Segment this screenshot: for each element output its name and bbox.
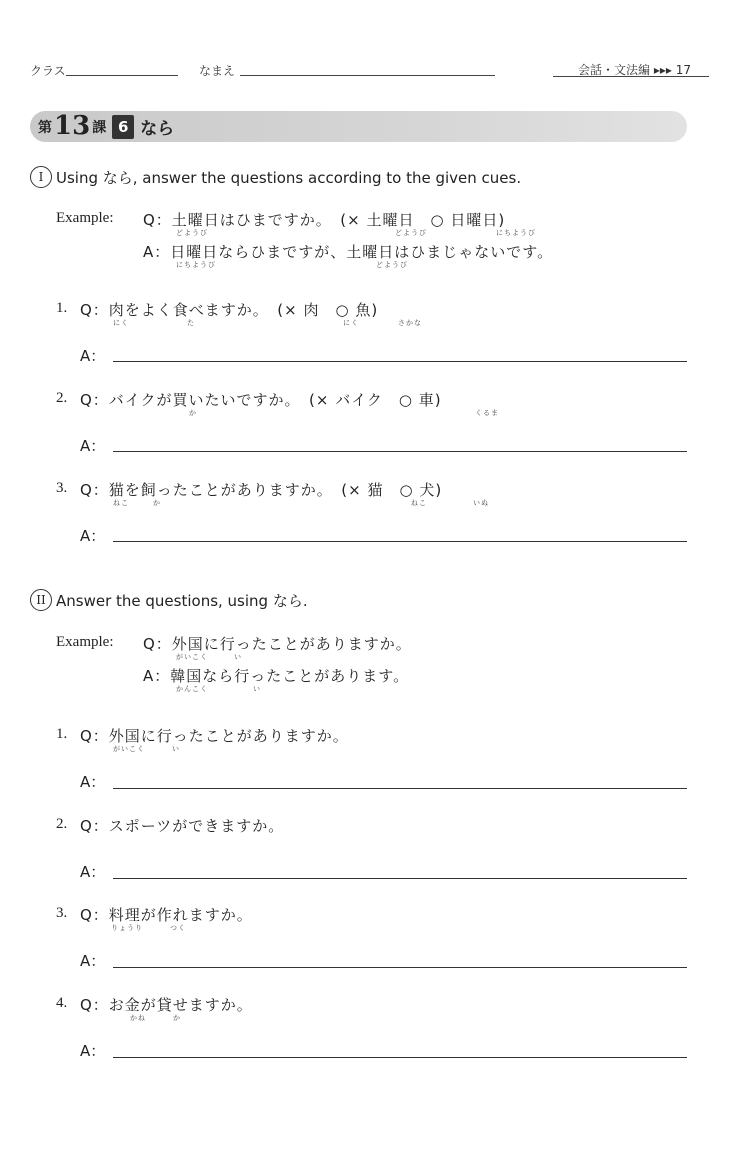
answer-line[interactable] — [113, 878, 687, 879]
ruby: くるま — [475, 409, 499, 417]
answer-line[interactable] — [113, 451, 687, 452]
part1-instruction: Using なら, answer the questions according to the given cues. — [56, 169, 522, 187]
class-label: クラス — [30, 64, 66, 78]
answer-label: A： — [80, 773, 106, 791]
answer-label: A： — [80, 437, 106, 455]
part2-example-label: Example: — [56, 634, 114, 650]
question-text: Q：外国に行ったことがありますか。 — [80, 727, 349, 745]
name-field[interactable] — [240, 75, 495, 76]
ruby: にちようび — [496, 229, 536, 237]
part2-instruction: Answer the questions, using なら. — [56, 592, 308, 610]
ruby: どようび — [395, 229, 427, 237]
answer-line[interactable] — [113, 361, 687, 362]
answer-label: A： — [80, 952, 106, 970]
question-number: 4. — [56, 995, 68, 1011]
answer-label: A： — [80, 527, 106, 545]
ruby: ねこ — [113, 499, 129, 507]
answer-label: A： — [80, 347, 106, 365]
answer-line[interactable] — [113, 967, 687, 968]
ruby: がいこく — [176, 653, 208, 661]
lesson-title — [38, 113, 174, 140]
ruby: かんこく — [176, 685, 208, 693]
question-text: Q：料理が作れますか。 — [80, 906, 253, 924]
question-number: 1. — [56, 300, 68, 316]
lesson-suffix: 課 — [92, 119, 107, 136]
section-number: 6 — [112, 115, 134, 139]
part1-example-label: Example: — [56, 210, 114, 226]
lesson-prefix: 第 — [38, 119, 52, 136]
ruby: つく — [170, 924, 186, 932]
lesson-number: 13 — [54, 111, 91, 141]
answer-line[interactable] — [113, 541, 687, 542]
question-number: 3. — [56, 480, 68, 496]
question-text: Q：スポーツができますか。 — [80, 817, 285, 835]
part1-numeral: I — [30, 166, 52, 188]
question-text: Q：肉をよく食べますか。 (× 肉 ○ 魚) — [80, 301, 379, 319]
question-text: Q：バイクが買いたいですか。 (× バイク ○ 車) — [80, 391, 442, 409]
ruby: かね — [130, 1014, 146, 1022]
part1-example-question: Q：土曜日はひまですか。 (× 土曜日 ○ 日曜日) — [143, 211, 506, 229]
part2-numeral: II — [30, 589, 52, 611]
ruby: た — [187, 319, 195, 327]
ruby: がいこく — [113, 745, 145, 753]
question-text: Q：お金が貸せますか。 — [80, 996, 253, 1014]
ruby: い — [234, 653, 242, 661]
ruby: ねこ — [411, 499, 427, 507]
header-rule — [553, 76, 709, 77]
ruby: いぬ — [473, 499, 489, 507]
ruby: どようび — [376, 261, 408, 269]
question-number: 2. — [56, 390, 68, 406]
ruby: にちようび — [176, 261, 216, 269]
ruby: か — [173, 1014, 181, 1022]
name-label: なまえ — [199, 64, 236, 78]
ruby: にく — [113, 319, 129, 327]
section-topic: なら — [140, 119, 175, 139]
ruby: か — [189, 409, 197, 417]
ruby: か — [153, 499, 161, 507]
question-number: 3. — [56, 905, 68, 921]
question-number: 2. — [56, 816, 68, 832]
ruby: にく — [343, 319, 359, 327]
answer-label: A： — [80, 1042, 106, 1060]
ruby: い — [253, 685, 261, 693]
answer-line[interactable] — [113, 1057, 687, 1058]
class-field[interactable] — [66, 75, 178, 76]
book-reference: 会話・文法編 ▸▸▸ 17 — [578, 63, 691, 77]
part2-example-question: Q：外国に行ったことがありますか。 — [143, 635, 412, 653]
ruby: さかな — [398, 319, 422, 327]
answer-label: A： — [80, 863, 106, 881]
ruby: りょうり — [111, 924, 143, 932]
part2-example-answer: A：韓国なら行ったことがあります。 — [143, 667, 410, 685]
question-number: 1. — [56, 726, 68, 742]
ruby: い — [172, 745, 180, 753]
part1-example-answer: A：日曜日ならひまですが、土曜日はひまじゃないです。 — [143, 243, 554, 261]
ruby: どようび — [176, 229, 208, 237]
question-text: Q：猫を飼ったことがありますか。 (× 猫 ○ 犬) — [80, 481, 443, 499]
answer-line[interactable] — [113, 788, 687, 789]
